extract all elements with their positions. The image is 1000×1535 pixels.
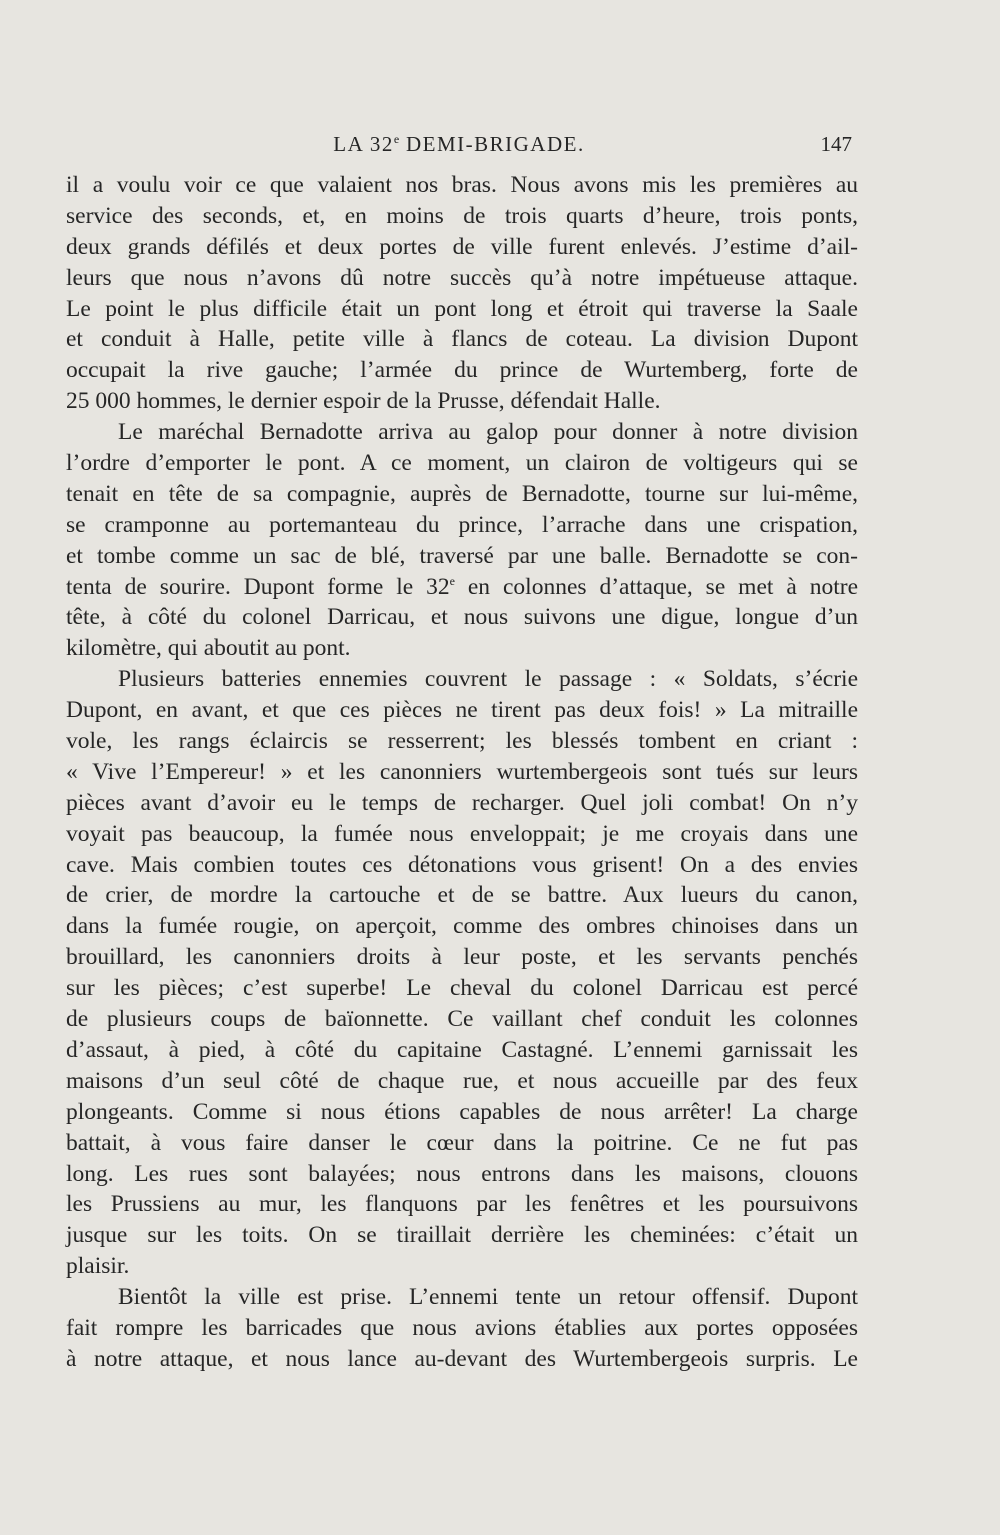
text-line: plongeants. Comme si nous étions capables de nous arrêter! La charge bbox=[66, 1098, 858, 1125]
text-line: les Prussiens au mur, les flanquons par les fenêtres et les poursuivons bbox=[66, 1191, 858, 1218]
text-line: Plusieurs batteries ennemies couvrent le passage : « Soldats, s’écrie bbox=[118, 666, 858, 693]
text-line: pièces avant d’avoir eu le temps de recharger. Quel joli combat! On n’y bbox=[66, 789, 858, 816]
text-line: Bientôt la ville est prise. L’ennemi tente un retour offensif. Dupont bbox=[118, 1284, 858, 1311]
running-title: LA 32e DEMI-BRIGADE. bbox=[333, 132, 585, 156]
text-line: fait rompre les barricades que nous avions établies aux portes opposées bbox=[66, 1314, 858, 1341]
text-line: et tombe comme un sac de blé, traversé par une balle. Bernadotte se con- bbox=[66, 542, 858, 569]
text-line: d’assaut, à pied, à côté du capitaine Castagné. L’ennemi garnissait les bbox=[66, 1036, 858, 1063]
text-line: et conduit à Halle, petite ville à flancs de coteau. La division Dupont bbox=[66, 326, 858, 353]
text-line: vole, les rangs éclaircis se resserrent; les blessés tombent en criant : bbox=[66, 728, 858, 755]
page-number: 147 bbox=[820, 132, 852, 156]
text-line: jusque sur les toits. On se tiraillait derrière les cheminées: c’était un bbox=[66, 1222, 858, 1249]
text-line: 25 000 hommes, le dernier espoir de la Prusse, défendait Halle. bbox=[66, 388, 661, 415]
text-line: voyait pas beaucoup, la fumée nous enveloppait; je me croyais dans une bbox=[66, 820, 858, 847]
text-line: battait, à vous faire danser le cœur dans la poitrine. Ce ne fut pas bbox=[66, 1129, 858, 1156]
text-line: deux grands défilés et deux portes de ville furent enlevés. J’estime d’ail- bbox=[66, 233, 858, 260]
text-line: tête, à côté du colonel Darricau, et nous suivons une digue, longue d’un bbox=[66, 604, 858, 631]
text-line: l’ordre d’emporter le pont. A ce moment, un clairon de voltigeurs qui se bbox=[66, 450, 858, 477]
text-line: leurs que nous n’avons dû notre succès qu’à notre impétueuse attaque. bbox=[66, 264, 858, 291]
text-line: de crier, de mordre la cartouche et de se battre. Aux lueurs du canon, bbox=[66, 882, 858, 909]
text-line: plaisir. bbox=[66, 1253, 130, 1280]
text-line: Dupont, en avant, et que ces pièces ne tirent pas deux fois! » La mitraille bbox=[66, 697, 858, 724]
text-line: dans la fumée rougie, on aperçoit, comme des ombres chinoises dans un bbox=[66, 913, 858, 940]
text-line: Le point le plus difficile était un pont long et étroit qui traverse la Saale bbox=[66, 295, 858, 322]
text-line: kilomètre, qui aboutit au pont. bbox=[66, 635, 351, 662]
text-line: brouillard, les canonniers droits à leur poste, et les servants penchés bbox=[66, 944, 858, 971]
text-line: Le maréchal Bernadotte arriva au galop pour donner à notre division bbox=[118, 419, 858, 446]
text-line: il a voulu voir ce que valaient nos bras. Nous avons mis les premières au bbox=[66, 172, 858, 198]
text-line: occupait la rive gauche; l’armée du prince de Wurtemberg, forte de bbox=[66, 357, 858, 384]
page-header bbox=[66, 128, 852, 162]
body-text bbox=[66, 170, 858, 1375]
text-line: de plusieurs coups de baïonnette. Ce vaillant chef conduit les colonnes bbox=[66, 1006, 858, 1033]
text-line: tenta de sourire. Dupont forme le 32e en colonnes d’attaque, se met à notre bbox=[66, 573, 858, 600]
text-line: cave. Mais combien toutes ces détonations vous grisent! On a des envies bbox=[66, 851, 858, 878]
text-line: long. Les rues sont balayées; nous entrons dans les maisons, clouons bbox=[66, 1160, 858, 1187]
text-line: se cramponne au portemanteau du prince, l’arrache dans une crispation, bbox=[66, 511, 858, 538]
text-line: maisons d’un seul côté de chaque rue, et nous accueille par des feux bbox=[66, 1067, 858, 1094]
text-line: service des seconds, et, en moins de trois quarts d’heure, trois ponts, bbox=[66, 202, 858, 229]
text-line: sur les pièces; c’est superbe! Le cheval du colonel Darricau est percé bbox=[66, 975, 858, 1002]
text-line: tenait en tête de sa compagnie, auprès de Bernadotte, tourne sur lui-même, bbox=[66, 480, 858, 507]
text-line: à notre attaque, et nous lance au-devant des Wurtembergeois surpris. Le bbox=[66, 1345, 858, 1372]
text-line: « Vive l’Empereur! » et les canonniers wurtembergeois sont tués sur leurs bbox=[66, 758, 858, 785]
